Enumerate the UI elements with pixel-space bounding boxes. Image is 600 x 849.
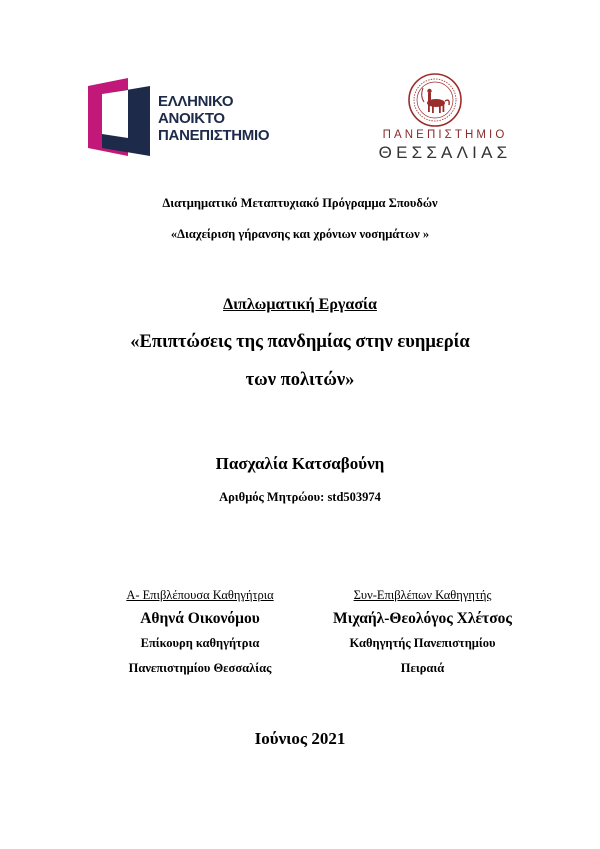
program-name: Διατμηματικό Μεταπτυχιακό Πρόγραμμα Σπουδών <box>162 196 438 210</box>
registration-number: Αριθμός Μητρώου: std503974 <box>219 490 381 504</box>
supervisor-left-title: Επίκουρη καθηγήτρια <box>140 636 260 650</box>
eap-logo-text <box>158 93 269 144</box>
uth-logo-line-1: ΠΑΝΕΠΙΣΤΗΜΙΟ <box>382 129 508 141</box>
supervisor-left-name: Αθηνά Οικονόμου <box>140 610 260 627</box>
eap-logo <box>88 78 273 156</box>
eap-line-2: ΑΝΟΙΚΤΟ <box>158 110 225 127</box>
supervisor-left-role: Α- Επιβλέπουσα Καθηγήτρια <box>126 588 274 602</box>
eap-line-1: ΕΛΛΗΝΙΚΟ <box>158 93 234 110</box>
supervisor-left <box>95 588 305 686</box>
program-subtitle: «Διαχείριση γήρανσης και χρόνιων νοσημάτων » <box>170 227 430 241</box>
centaur-seal-icon <box>407 72 463 128</box>
eap-logo-mark-icon <box>88 78 158 156</box>
thesis-title-line-1: «Επιπτώσεις της πανδημίας στην ευημερία <box>130 332 470 352</box>
uth-logo-line-2: ΘΕΣΣΑΛΙΑΣ <box>378 143 512 162</box>
supervisor-left-affiliation: Πανεπιστημίου Θεσσαλίας <box>128 661 272 675</box>
supervisor-right-role: Συν-Επιβλέπων Καθηγητής <box>353 588 492 602</box>
thesis-label: Διπλωματική Εργασία <box>223 296 377 313</box>
author-name: Πασχαλία Κατσαβούνη <box>215 454 385 473</box>
thesis-title-line-2: των πολιτών» <box>245 370 355 390</box>
date: Ιούνιος 2021 <box>254 729 346 748</box>
supervisor-right-name: Μιχαήλ-Θεολόγος Χλέτσος <box>333 610 512 627</box>
uth-logo <box>355 72 535 162</box>
supervisor-right-affiliation: Πειραιά <box>400 661 445 675</box>
supervisor-right <box>310 588 535 686</box>
supervisor-right-title: Καθηγητής Πανεπιστημίου <box>349 636 496 650</box>
eap-line-3: ΠΑΝΕΠΙΣΤΗΜΙΟ <box>158 127 270 144</box>
